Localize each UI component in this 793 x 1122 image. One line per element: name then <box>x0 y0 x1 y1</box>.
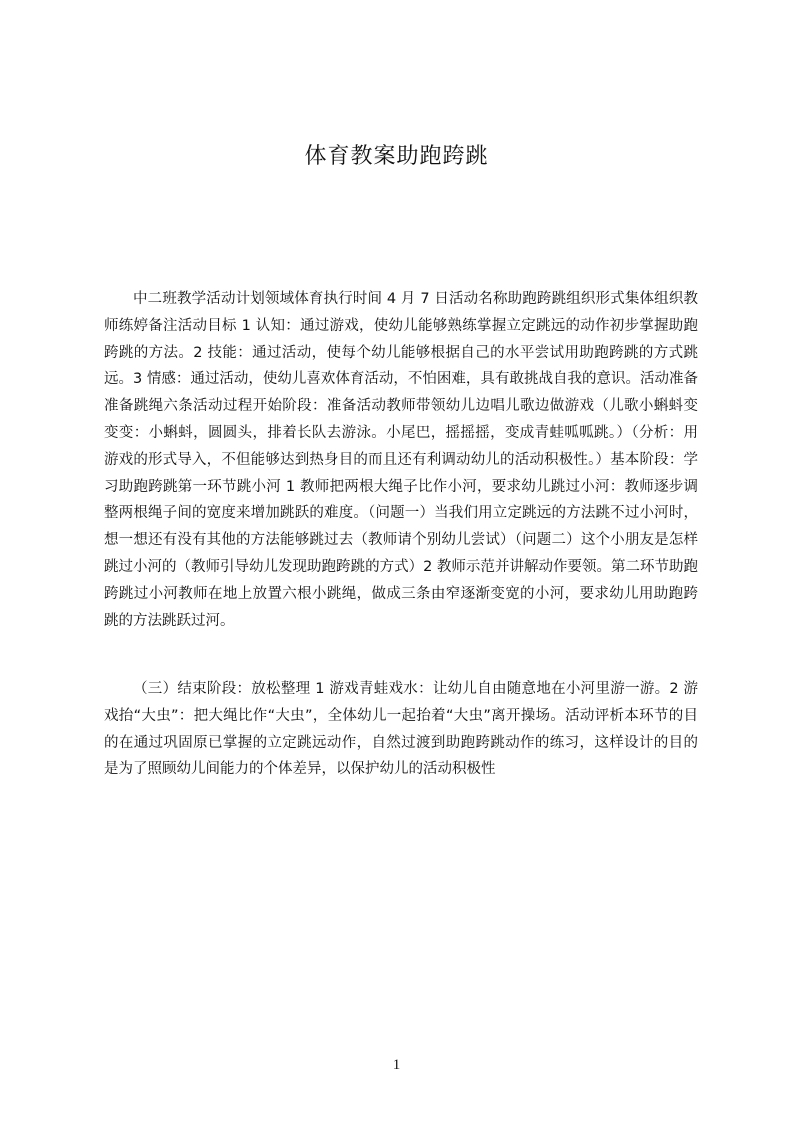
body-paragraph-1: 中二班教学活动计划领域体育执行时间 4 月 7 日活动名称助跑跨跳组织形式集体组织教师练婷备注活动目标 1 认知：通过游戏，使幼儿能够熟练掌握立定跳远的动作初步掌握助跑跨跳的方法。2 技能：通过活动，使每个幼儿能够根据自己的水平尝试用助跑跨跳的方式跳远。3 情感：通过活动，使幼儿喜欢体育活动，不怕困难，具有敢挑战自我的意识。活动准备准备跳绳六条活动过程开始阶段：准备活动教师带领幼儿边唱儿歌边做游戏（儿歌小蝌蚪变变变：小蝌蚪，圆圆头，排着长队去游泳。小尾巴，摇摇摇，变成青蛙呱呱跳。）（分析：用游戏的形式导入，不但能够达到热身目的而且还有利调动幼儿的活动积极性。）基本阶段：学习助跑跨跳第一环节跳小河 1 教师把两根大绳子比作小河，要求幼儿跳过小河：教师逐步调整两根绳子间的宽度来增加跳跃的难度。（问题一）当我们用立定跳远的方法跳不过小河时，想一想还有没有其他的方法能够跳过去（教师请个别幼儿尝试）（问题二）这个小朋友是怎样跳过小河的（教师引导幼儿发现助跑跨跳的方式）2 教师示范并讲解动作要领。第二环节助跑跨跳过小河教师在地上放置六根小跳绳，做成三条由窄逐渐变宽的小河，要求幼儿用助跑跨跳的方法跳跃过河。 <box>104 291 698 629</box>
body-paragraph-2: （三）结束阶段：放松整理 1 游戏青蛙戏水：让幼儿自由随意地在小河里游一游。2 游戏抬“大虫”：把大绳比作“大虫”，全体幼儿一起抬着“大虫”离开操场。活动评析本环节的目的在通过巩固原已掌握的立定跳远动作，自然过渡到助跑跨跳动作的练习，这样设计的目的是为了照顾幼儿间能力的个体差异，以保护幼儿的活动积极性 <box>104 681 698 778</box>
page-number: 1 <box>392 1057 401 1073</box>
document-title: 体育教案助跑跨跳 <box>304 144 489 169</box>
